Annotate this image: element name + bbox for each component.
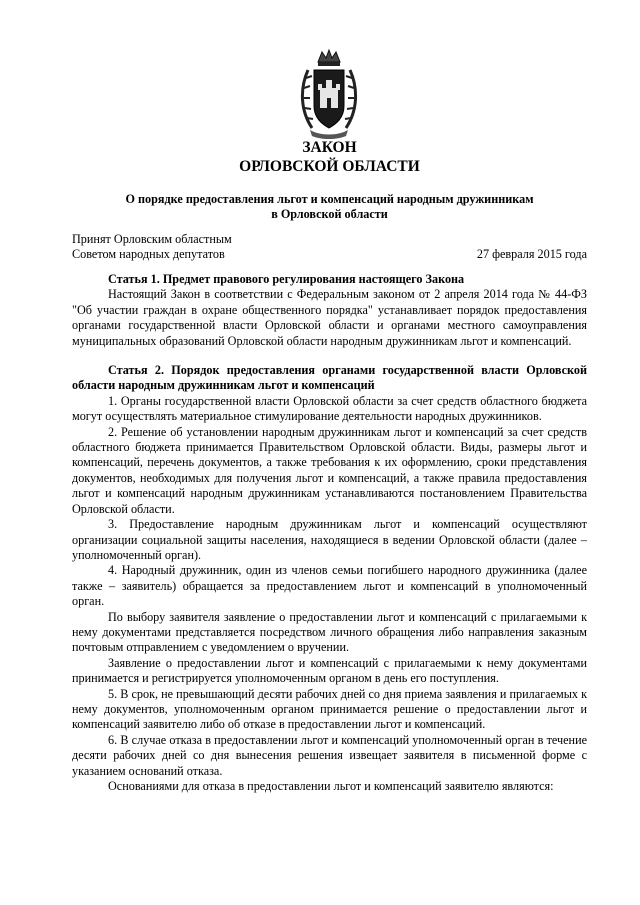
coat-of-arms-icon bbox=[298, 48, 360, 140]
article2-paragraph-2: 2. Решение об установлении народным дружинникам льгот и компенсаций за счет средств областного бюджета принимается Правительством Орловской области. Виды, размеры льгот и компенсаций, перечень документов, а также требования к их оформлению, сроки представления документов, необходимых для получения льгот и компенсаций, а также правила предоставления льгот и компенсаций народным дружинникам устанавливаются постановлением Правительства Орловской области. bbox=[72, 424, 587, 516]
adopted-by-line2: Советом народных депутатов bbox=[72, 247, 225, 262]
article2-paragraph-4: 4. Народный дружинник, один из членов семьи погибшего народного дружинника (далее также – заявитель) обращается за предоставлением льгот и компенсаций в уполномоченный орган. bbox=[72, 563, 587, 609]
law-title: ЗАКОН bbox=[302, 139, 357, 156]
law-subtitle-line1: О порядке предоставления льгот и компенсаций народным дружинникам bbox=[125, 192, 534, 206]
adoption-block bbox=[72, 232, 587, 263]
article1-heading: Статья 1. Предмет правового регулирования настоящего Закона bbox=[108, 272, 465, 286]
article2-paragraph-3: 3. Предоставление народным дружинникам льгот и компенсаций осуществляют организации социальной защиты населения, находящиеся в ведении Орловской области (далее – уполномоченный орган). bbox=[72, 517, 587, 562]
law-subtitle-line2: в Орловской области bbox=[271, 207, 388, 221]
article2-paragraph-5: По выбору заявителя заявление о предоставлении льгот и компенсаций с прилагаемыми к нему документами представляется посредством личного обращения либо направления заказным почтовым отправлением с уведомлением о вручении. bbox=[72, 609, 587, 655]
article2-paragraph-9: Основаниями для отказа в предоставлении льгот и компенсаций заявителю являются: bbox=[108, 779, 554, 793]
region-title: ОРЛОВСКОЙ ОБЛАСТИ bbox=[239, 158, 420, 175]
adoption-date: 27 февраля 2015 года bbox=[476, 247, 587, 262]
article2-paragraph-7: 5. В срок, не превышающий десяти рабочих дней со дня приема заявления и прилагаемых к нему документов, уполномоченным органом принимается решение о предоставлении льгот и компенсаций заявителю либо об отказе в предоставлении льгот и компенсаций. bbox=[72, 686, 587, 732]
article2-paragraph-8: 6. В случае отказа в предоставлении льгот и компенсаций уполномоченный орган в течение десяти рабочих дней со дня вынесения решения извещает заявителя в письменной форме с указанием оснований отказа. bbox=[72, 732, 587, 778]
article2-paragraph-1: 1. Органы государственной власти Орловской области за счет средств областного бюджета могут осуществлять материальное стимулирование деятельности народных дружинников. bbox=[72, 393, 587, 424]
article2-paragraph-6: Заявление о предоставлении льгот и компенсаций с прилагаемыми к нему документами принимается и регистрируется уполномоченным органом в день его поступления. bbox=[72, 655, 587, 686]
law-body bbox=[72, 272, 587, 794]
article2-heading: Статья 2. Порядок предоставления органами государственной власти Орловской области народным дружинникам льгот и компенсаций bbox=[72, 363, 587, 393]
adopted-by-line1: Принят Орловским областным bbox=[72, 232, 232, 246]
article1-paragraph: Настоящий Закон в соответствии с Федеральным законом от 2 апреля 2014 года № 44-ФЗ "Об участии граждан в охране общественного порядка" устанавливает порядок предоставления органами государственной власти Орловской области и органами местного самоуправления муниципальных образований Орловской области народным дружинникам льгот и компенсаций. bbox=[72, 287, 587, 348]
